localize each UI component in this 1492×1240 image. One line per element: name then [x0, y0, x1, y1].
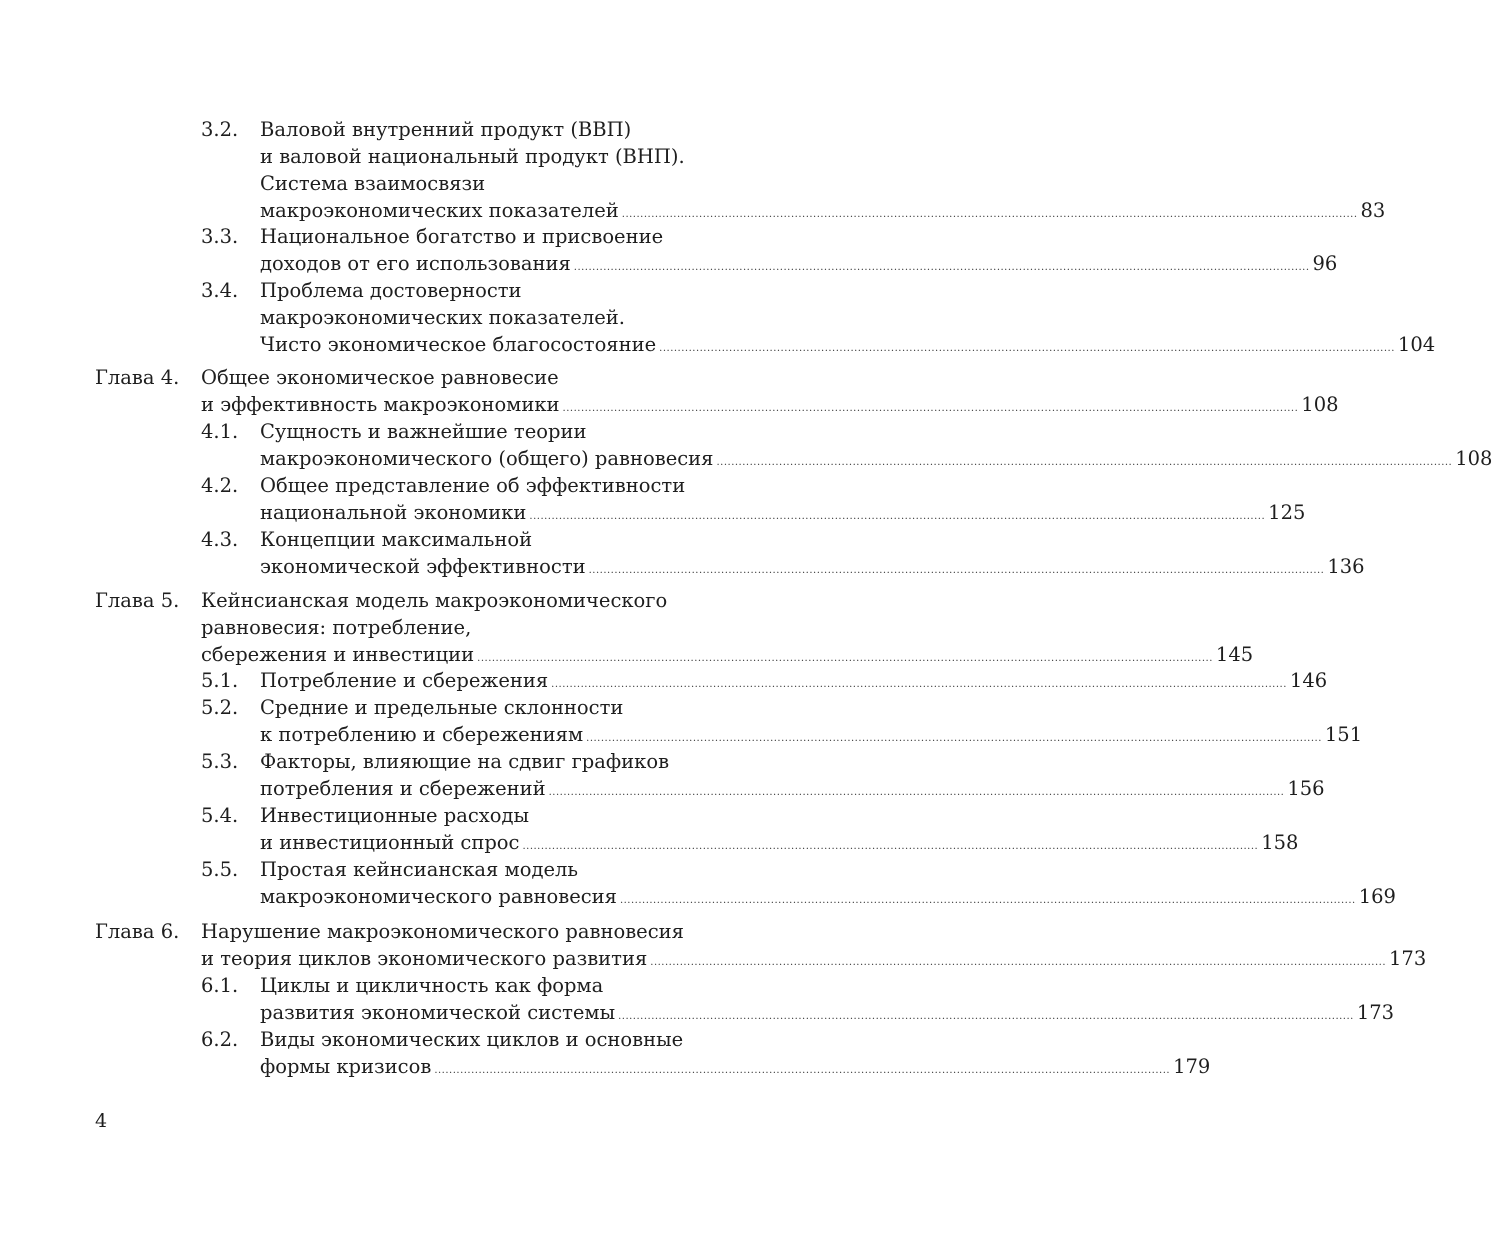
toc-entry-number: 3.4. [201, 279, 239, 302]
toc-line [0, 667, 1328, 694]
toc-line [0, 277, 773, 304]
toc-entry-number: 5.2. [201, 696, 239, 719]
toc-entry-title: Циклы и цикличность как форма [260, 974, 604, 997]
toc-line [0, 1053, 1211, 1080]
toc-entry-title: доходов от его использования [260, 252, 571, 275]
dot-leader: ........................................................................................................................................................................................................ [716, 457, 1453, 468]
toc-entry-title: Факторы, влияющие на сдвиг графиков [260, 750, 670, 773]
toc-entry-title: Общее представление об эффективности [260, 474, 686, 497]
toc-entry-title: потребления и сбережений [260, 777, 546, 800]
dot-leader: ........................................................................................................................................................................................................ [619, 895, 1356, 906]
toc-line [0, 587, 773, 614]
toc-entry-number: 5.1. [201, 669, 239, 692]
page-number: 4 [95, 1110, 108, 1132]
dot-leader: ........................................................................................................................................................................................................ [618, 1011, 1354, 1022]
dot-leader: ........................................................................................................................................................................................................ [477, 653, 1213, 664]
toc-line [0, 197, 1386, 224]
toc-entry-title: Нарушение макроэкономического равновесия [201, 920, 684, 943]
toc-line [0, 143, 773, 170]
dot-leader: ........................................................................................................................................................................................................ [522, 841, 1259, 852]
toc-page-number: 173 [1389, 947, 1427, 970]
toc-page-number: 83 [1360, 199, 1386, 222]
toc-line [0, 748, 773, 775]
toc-line [0, 1026, 773, 1053]
toc-line [0, 250, 1338, 277]
dot-leader: ........................................................................................................................................................................................................ [588, 565, 1325, 576]
toc-line [0, 170, 773, 197]
toc-entry-title: Валовой внутренний продукт (ВВП) [260, 118, 632, 141]
toc-entry-title: и валовой национальный продукт (ВНП). [260, 145, 685, 168]
toc-entry-title: развития экономической системы [260, 1001, 616, 1024]
toc-page-number: 108 [1455, 447, 1492, 470]
toc-entry-title: макроэкономического (общего) равновесия [260, 447, 714, 470]
toc-line [0, 331, 1436, 358]
toc-line [0, 721, 1363, 748]
toc-entry-title: и эффективность макроэкономики [201, 393, 560, 416]
toc-entry-number: 4.3. [201, 528, 239, 551]
toc-line [0, 364, 773, 391]
toc-line [0, 945, 1427, 972]
toc-entry-title: экономической эффективности [260, 555, 586, 578]
toc-line [0, 829, 1299, 856]
toc-entry-title: к потреблению и сбережениям [260, 723, 584, 746]
toc-line [0, 391, 1339, 418]
toc-page-number: 104 [1397, 333, 1436, 356]
dot-leader: ........................................................................................................................................................................................................ [659, 343, 1395, 354]
toc-entry-number: Глава 5. [95, 589, 180, 612]
toc-page-number: 156 [1287, 777, 1325, 800]
toc-entry-title: равновесия: потребление, [201, 616, 472, 639]
toc-line [0, 802, 773, 829]
toc-entry-title: Инвестиционные расходы [260, 804, 530, 827]
toc-entry-title: макроэкономических показателей [260, 199, 619, 222]
toc-line [0, 694, 773, 721]
toc-page-number: 151 [1324, 723, 1363, 746]
toc-line [0, 614, 773, 641]
toc-page-number: 179 [1173, 1055, 1211, 1078]
toc-line [0, 526, 773, 553]
toc-entry-title: Сущность и важнейшие теории [260, 420, 587, 443]
dot-leader: ........................................................................................................................................................................................................ [621, 209, 1358, 220]
dot-leader: ........................................................................................................................................................................................................ [434, 1065, 1171, 1076]
dot-leader: ........................................................................................................................................................................................................ [573, 262, 1310, 273]
toc-entry-number: Глава 4. [95, 366, 180, 389]
toc-line [0, 223, 773, 250]
toc-entry-title: Чисто экономическое благосостояние [260, 333, 657, 356]
toc-entry-title: Национальное богатство и присвоение [260, 225, 664, 248]
toc-entry-number: 4.2. [201, 474, 239, 497]
toc-line [0, 304, 773, 331]
toc-line [0, 775, 1325, 802]
toc-entry-title: Концепции максимальной [260, 528, 533, 551]
toc-line [0, 883, 1396, 910]
toc-entry-title: макроэкономических показателей. [260, 306, 625, 329]
toc-entry-number: 5.3. [201, 750, 239, 773]
toc-line [0, 972, 773, 999]
toc-entry-title: Средние и предельные склонности [260, 696, 624, 719]
toc-page-number: 145 [1215, 643, 1254, 666]
toc-entry-number: 3.3. [201, 225, 239, 248]
toc-page-number: 108 [1301, 393, 1339, 416]
toc-page-number: 158 [1261, 831, 1299, 854]
toc-entry-title: Виды экономических циклов и основные [260, 1028, 684, 1051]
toc-page-number: 125 [1268, 501, 1306, 524]
dot-leader: ........................................................................................................................................................................................................ [529, 511, 1266, 522]
toc-entry-title: и инвестиционный спрос [260, 831, 520, 854]
toc-entry-number: Глава 6. [95, 920, 180, 943]
dot-leader: ........................................................................................................................................................................................................ [586, 733, 1322, 744]
toc-page-number: 173 [1356, 1001, 1395, 1024]
dot-leader: ........................................................................................................................................................................................................ [650, 957, 1387, 968]
toc-entry-title: сбережения и инвестиции [201, 643, 475, 666]
toc-entry-number: 3.2. [201, 118, 239, 141]
toc-line [0, 418, 773, 445]
toc-entry-title: Система взаимосвязи [260, 172, 486, 195]
toc-entry-number: 4.1. [201, 420, 239, 443]
toc-entry-title: и теория циклов экономического развития [201, 947, 648, 970]
toc-page-number: 136 [1327, 555, 1365, 578]
toc-entry-title: национальной экономики [260, 501, 527, 524]
toc-entry-title: Простая кейнсианская модель [260, 858, 579, 881]
toc-line [0, 999, 1395, 1026]
toc-entry-title: макроэкономического равновесия [260, 885, 617, 908]
toc-entry-title: Потребление и сбережения [260, 669, 549, 692]
toc-line [0, 499, 1306, 526]
toc-line [0, 553, 1365, 580]
toc-entry-title: Общее экономическое равновесие [201, 366, 559, 389]
toc-page-number: 169 [1358, 885, 1396, 908]
toc-line [0, 918, 773, 945]
toc-entry-number: 5.4. [201, 804, 239, 827]
toc-line [0, 472, 773, 499]
dot-leader: ........................................................................................................................................................................................................ [562, 403, 1299, 414]
toc-entry-title: Кейнсианская модель макроэкономического [201, 589, 668, 612]
toc-entry-number: 6.1. [201, 974, 239, 997]
toc-page-number: 146 [1289, 669, 1328, 692]
dot-leader: ........................................................................................................................................................................................................ [551, 679, 1287, 690]
toc-entry-number: 6.2. [201, 1028, 239, 1051]
toc-line [0, 445, 1492, 472]
toc-entry-title: Проблема достоверности [260, 279, 522, 302]
toc-entry-number: 5.5. [201, 858, 239, 881]
toc-line [0, 856, 773, 883]
toc-entry-title: формы кризисов [260, 1055, 432, 1078]
toc-line [0, 116, 773, 143]
toc-page-number: 96 [1312, 252, 1338, 275]
toc-line [0, 641, 1254, 668]
dot-leader: ........................................................................................................................................................................................................ [548, 787, 1285, 798]
